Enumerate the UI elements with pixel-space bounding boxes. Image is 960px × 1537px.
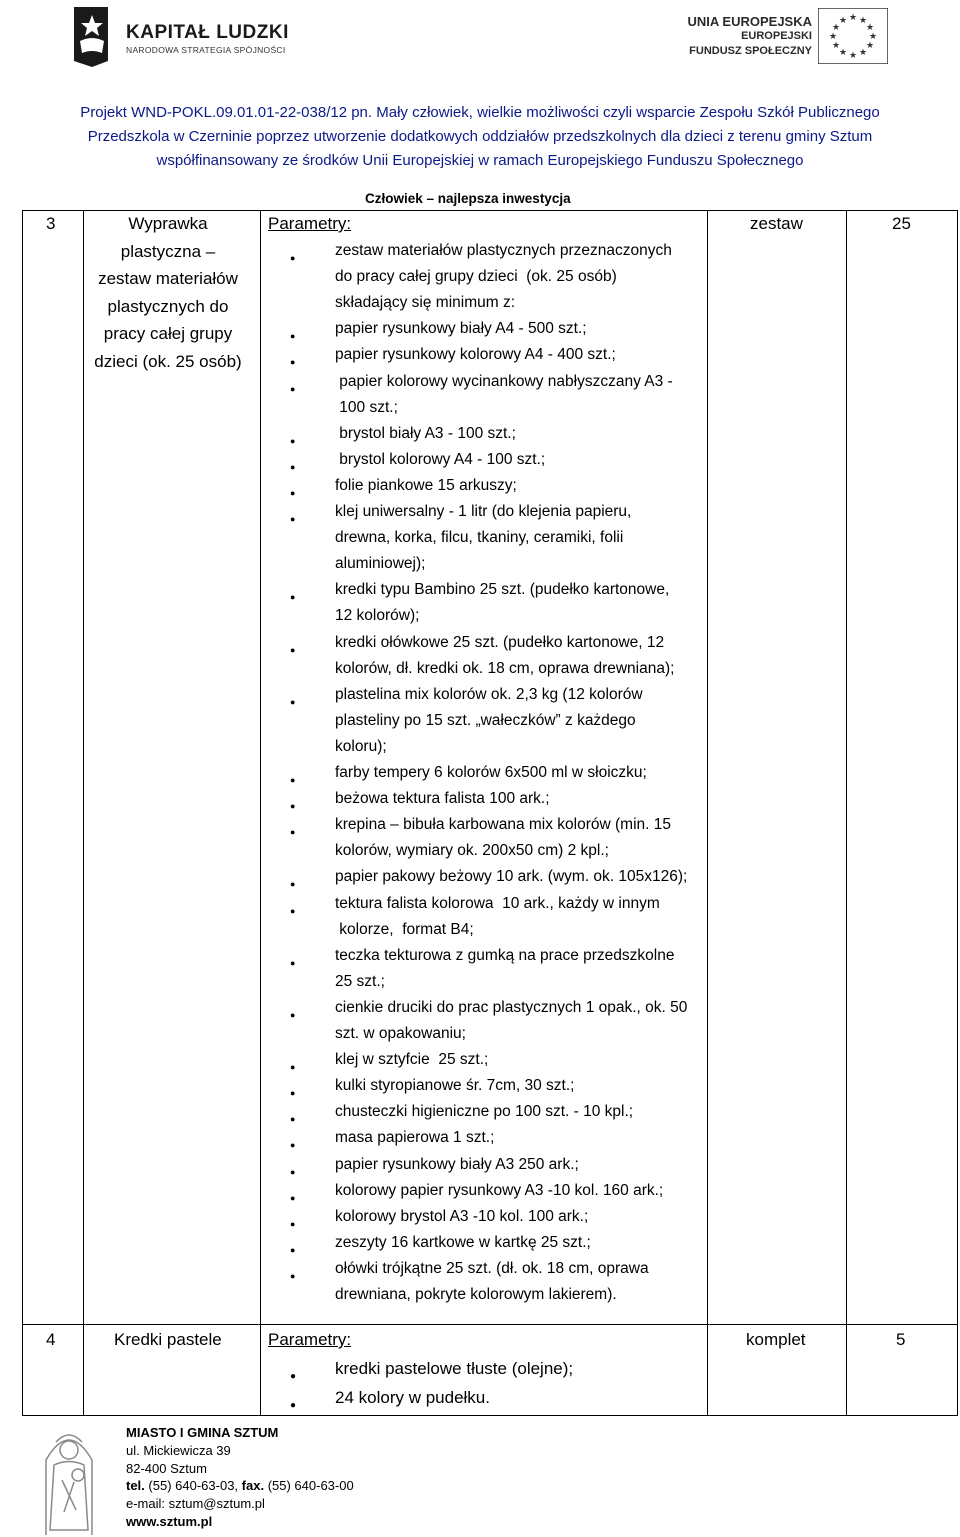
tel-value: (55) 640-63-03, (148, 1478, 239, 1494)
parameter-text: papier kolorowy wycinankowy nabłyszczany A3 - (335, 372, 673, 390)
svg-text:★: ★ (858, 48, 868, 58)
bullet-icon: ● (290, 253, 296, 263)
footer-contact (126, 1424, 354, 1531)
item-name-line: pracy całej grupy (103, 324, 233, 344)
parameters-label: Parametry: (268, 214, 352, 233)
parameter-text: klej uniwersalny - 1 litr (do klejenia papieru, (335, 503, 632, 520)
parameter-text: 12 kolorów); (335, 607, 420, 625)
row-divider (22, 1324, 958, 1325)
bullet-icon: ● (290, 487, 296, 498)
parameter-text: zeszyty 16 kartkowe w kartkę 25 szt.; (335, 1233, 591, 1251)
parameter-text: kolorze, format B4; (335, 920, 474, 938)
parameter-text: papier pakowy beżowy 10 ark. (wym. ok. 105x126); (335, 868, 688, 886)
parameter-text: kolorowy papier rysunkowy A3 -10 kol. 160 ark.; (335, 1181, 664, 1199)
item-name-line: plastyczna – (120, 241, 216, 261)
bullet-icon: ● (290, 879, 296, 890)
parameter-text: drewna, korka, filcu, tkaniny, ceramiki, folii (335, 529, 624, 547)
svg-text:★: ★ (865, 41, 875, 51)
parameter-text: drewniana, pokryte kolorowym lakierem). (335, 1286, 617, 1303)
bullet-icon: ● (290, 1088, 296, 1099)
parameter-text: beżowa tektura falista 100 ark.; (335, 790, 550, 808)
bullet-icon: ● (290, 1114, 296, 1125)
kapital-ludzki-title: KAPITAŁ LUDZKI (126, 22, 289, 43)
svg-text:★: ★ (865, 23, 875, 33)
eu-line-1: UNIA EUROPEJSKA (687, 14, 812, 29)
svg-text:★: ★ (828, 32, 838, 42)
bullet-icon: ● (290, 1140, 296, 1151)
parameter-text: szt. w opakowaniu; (335, 1025, 466, 1042)
bullet-icon: ● (290, 827, 296, 838)
footer-street: ul. Mickiewicza 39 (126, 1442, 231, 1458)
parameter-text: kulki styropianowe śr. 7cm, 30 szt.; (335, 1077, 575, 1095)
project-line-1: Projekt WND-POKL.09.01.01-22-038/12 pn. Mały człowiek, wielkie możliwości czyli wsparcie Zespołu Szkół Publicznego (80, 104, 880, 121)
unit: zestaw (750, 214, 803, 233)
footer-org: MIASTO I GMINA SZTUM (126, 1425, 279, 1440)
bullet-icon: ● (290, 1400, 297, 1411)
parameter-text: papier rysunkowy kolorowy A4 - 400 szt.; (335, 346, 616, 364)
madonna-crest-icon (26, 1420, 112, 1537)
tel-label: tel. (126, 1478, 145, 1494)
unit: komplet (746, 1330, 806, 1349)
parameter-text: brystol kolorowy A4 - 100 szt.; (335, 450, 546, 468)
parameter-text: papier rysunkowy biały A4 - 500 szt.; (335, 320, 587, 338)
parameter-text: kredki typu Bambino 25 szt. (pudełko kartonowe, (335, 581, 670, 599)
bullet-icon: ● (290, 1218, 296, 1229)
project-line-2: Przedszkola w Czerninie poprzez utworzenie dodatkowych oddziałów przedszkolnych dla dzieci z terenu gminy Sztum (87, 128, 873, 145)
svg-text:★: ★ (868, 32, 878, 42)
item-name-line: zestaw materiałów (98, 269, 238, 289)
parameter-text: koloru); (335, 737, 387, 755)
bullet-icon: ● (290, 461, 296, 472)
bullet-icon: ● (290, 592, 296, 603)
eu-text-block (688, 14, 812, 59)
table-divider (260, 210, 261, 1416)
item-name-line: Wyprawka (128, 214, 208, 233)
parameter-text: folie piankowe 15 arkuszy; (335, 476, 517, 494)
item-name (75, 210, 261, 376)
motto: Człowiek – najlepsza inwestycja (365, 191, 571, 206)
bullet-icon: ● (290, 801, 296, 812)
parameter-text: 25 szt.; (335, 972, 385, 990)
parameter-text: farby tempery 6 kolorów 6x500 ml w słoiczku; (335, 764, 647, 781)
parameter-text: aluminiowej); (335, 555, 426, 573)
parameter-text: plasteliny po 15 szt. „wałeczków” z każdego (335, 711, 636, 729)
parameter-text: ołówki trójkątne 25 szt. (dł. ok. 18 cm, oprawa (335, 1259, 649, 1277)
bullet-icon: ● (290, 435, 296, 446)
parameter-text: tektura falista kolorowa 10 ark., każdy w innym (335, 894, 660, 912)
parameter-text: do pracy całej grupy dzieci (ok. 25 osób) (335, 268, 617, 286)
eu-line-3: FUNDUSZ SPOŁECZNY (689, 45, 812, 57)
bullet-icon: ● (290, 1244, 296, 1255)
svg-text:★: ★ (838, 48, 848, 58)
kapital-ludzki-logo-icon (68, 5, 116, 67)
bullet-icon: ● (290, 644, 296, 655)
parameter-text: 24 kolory w pudełku. (335, 1388, 490, 1407)
parameter-text: kolorów, wymiary ok. 200x50 cm) 2 kpl.; (335, 842, 609, 860)
parameter-text: brystol biały A3 - 100 szt.; (335, 424, 516, 442)
footer-website[interactable]: www.sztum.pl (126, 1513, 213, 1529)
bullet-icon: ● (290, 1009, 296, 1020)
quantity: 25 (892, 214, 911, 233)
svg-text:★: ★ (831, 23, 841, 33)
bullet-icon: ● (290, 957, 296, 968)
quantity: 5 (896, 1330, 906, 1349)
svg-text:★: ★ (848, 13, 858, 23)
bullet-icon: ● (290, 514, 296, 524)
item-name-line: plastycznych do (107, 296, 229, 316)
parameter-text: kolorów, dł. kredki ok. 18 cm, oprawa drewniana); (335, 659, 675, 677)
bullet-icon: ● (290, 1166, 296, 1177)
parameter-text: klej w sztyfcie 25 szt.; (335, 1051, 489, 1069)
fax-label: fax. (241, 1478, 265, 1494)
bullet-icon: ● (290, 905, 296, 916)
bullet-icon: ● (290, 357, 296, 368)
svg-text:★: ★ (848, 51, 858, 61)
bullet-icon: ● (290, 331, 296, 342)
parameter-text: kolorowy brystol A3 -10 kol. 100 ark.; (335, 1207, 589, 1225)
project-line-3: współfinansowany ze środków Unii Europejskiej w ramach Europejskiego Funduszu Społecznego (156, 152, 804, 169)
parameter-text: cienkie druciki do prac plastycznych 1 opak., ok. 50 (335, 998, 688, 1016)
bullet-icon: ● (290, 1062, 296, 1073)
bullet-icon: ● (290, 1192, 296, 1203)
item-name-line: dzieci (ok. 25 osób) (94, 351, 242, 371)
table-divider (846, 210, 847, 1416)
svg-text:★: ★ (838, 16, 848, 26)
parameter-text: papier rysunkowy biały A3 250 ark.; (335, 1155, 579, 1173)
item-name: Kredki pastele (114, 1330, 222, 1349)
svg-text:★: ★ (831, 41, 841, 51)
parameter-text: plastelina mix kolorów ok. 2,3 kg (12 kolorów (335, 685, 643, 703)
row-number: 3 (46, 214, 56, 233)
bullet-icon: ● (290, 1270, 296, 1281)
eu-line-2: EUROPEJSKI (741, 30, 812, 42)
fax-value: (55) 640-63-00 (267, 1478, 354, 1494)
svg-text:★: ★ (858, 16, 868, 26)
footer-email[interactable]: e-mail: sztum@sztum.pl (126, 1496, 265, 1512)
parameter-text: 100 szt.; (335, 398, 398, 416)
project-description (0, 101, 960, 173)
table-divider (707, 210, 708, 1416)
bullet-icon: ● (290, 775, 296, 785)
parameter-text: teczka tekturowa z gumką na prace przedszkolne (335, 946, 675, 964)
parameter-text: składający się minimum z: (335, 294, 516, 312)
parameter-text: kredki pastelowe tłuste (olejne); (335, 1359, 574, 1378)
bullet-icon: ● (290, 383, 296, 394)
parameter-text: masa papierowa 1 szt.; (335, 1129, 495, 1147)
row-number: 4 (46, 1330, 56, 1349)
parameters-label: Parametry: (268, 1330, 352, 1349)
footer-city: 82-400 Sztum (126, 1460, 207, 1476)
kapital-ludzki-subtitle: NARODOWA STRATEGIA SPÓJNOŚCI (126, 45, 286, 55)
bullet-icon: ● (290, 696, 296, 707)
parameter-text: kredki ołówkowe 25 szt. (pudełko kartonowe, 12 (335, 633, 665, 651)
bullet-icon: ● (290, 1371, 297, 1382)
parameter-text: chusteczki higieniczne po 100 szt. - 10 kpl.; (335, 1103, 634, 1121)
parameter-text: zestaw materiałów plastycznych przeznaczonych (335, 242, 672, 259)
table-divider (83, 210, 84, 1416)
footer-phone (126, 1477, 354, 1495)
parameter-text: krepina – bibuła karbowana mix kolorów (min. 15 (335, 816, 671, 834)
eu-flag-icon (818, 8, 888, 64)
